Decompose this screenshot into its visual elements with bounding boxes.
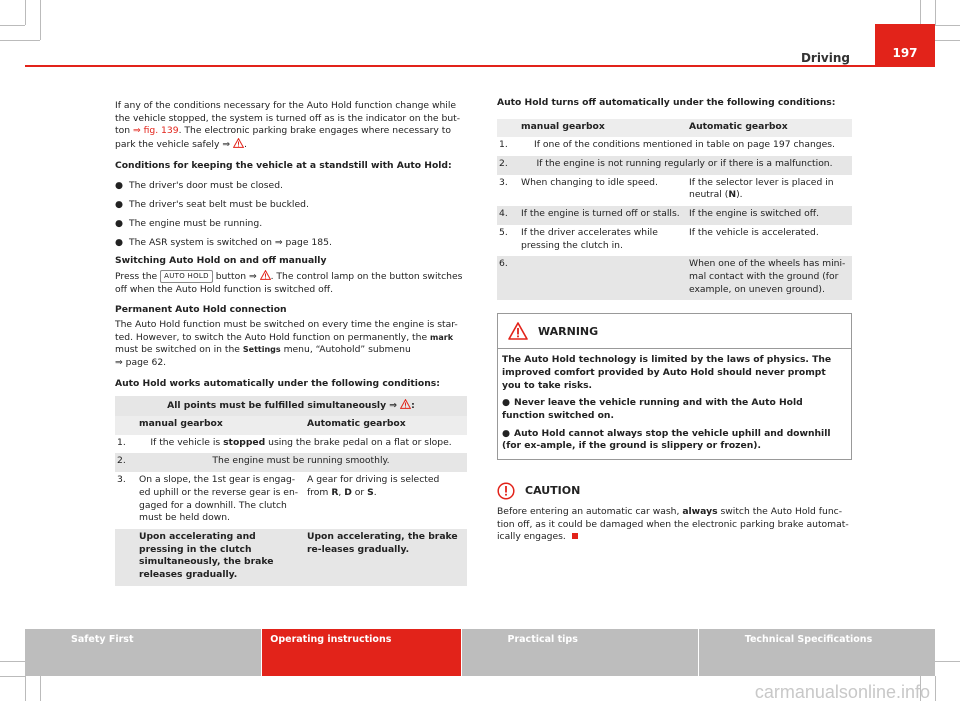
list-item: ● The ASR system is switched on ⇒ page 185. bbox=[115, 236, 332, 248]
tab-safety-first[interactable]: Safety First bbox=[25, 629, 261, 676]
intro-paragraph bbox=[115, 100, 467, 152]
off-heading: Auto Hold turns off automatically under the following conditions: bbox=[497, 97, 836, 108]
conditions-heading: Conditions for keeping the vehicle at a standstill with Auto Hold: bbox=[115, 159, 452, 171]
warning-label: WARNING bbox=[538, 324, 599, 338]
switching-paragraph bbox=[115, 270, 467, 296]
text: Press the bbox=[115, 270, 161, 282]
permanent-heading: Permanent Auto Hold connection bbox=[115, 304, 287, 316]
caution-text: Before entering an automatic car wash, always switch the Auto Hold func-tion off, as it could be damaged when the electronic parking brake automat-ically engages. bbox=[497, 506, 849, 543]
warning-triangle-icon bbox=[508, 322, 528, 340]
section-title: Driving bbox=[800, 51, 850, 65]
warning-intro: The Auto Hold technology is limited by the laws of physics. The improved comfort provided by Auto Hold should never prompt you to take risks. bbox=[502, 354, 832, 391]
list-item: ● The driver's door must be closed. bbox=[115, 180, 283, 192]
list-item: ● The engine must be running. bbox=[115, 217, 263, 229]
figure-link[interactable]: ⇒ fig. 139 bbox=[132, 125, 179, 137]
text: must be switched on in the bbox=[115, 344, 243, 356]
text: . bbox=[243, 139, 247, 151]
warning-bullet: ● Auto Hold cannot always stop the vehicle uphill and downhill (for ex-ample, if the ground is slippery or frozen). bbox=[502, 427, 831, 452]
footer-nav bbox=[25, 629, 935, 676]
list-item-text: The driver's door must be closed. bbox=[129, 180, 283, 192]
on-conditions-table bbox=[115, 396, 467, 585]
table-row: 2. If the engine is not running regularly or if there is a malfunction. bbox=[497, 156, 852, 175]
list-item: ● The driver's seat belt must be buckled. bbox=[115, 199, 309, 211]
table-row: 1. If one of the conditions mentioned in table on page 197 changes. bbox=[497, 137, 852, 156]
crop-mark bbox=[25, 0, 26, 25]
text: button ⇒ bbox=[212, 270, 260, 282]
header-rule bbox=[25, 65, 935, 67]
warning-triangle-icon bbox=[233, 138, 244, 148]
table-row: 2. The engine must be running smoothly. bbox=[115, 453, 467, 472]
text: . The electronic parking brake engages where necessary to park the vehicle safely ⇒ bbox=[115, 125, 451, 151]
crop-mark bbox=[935, 0, 936, 25]
crop-mark bbox=[0, 676, 25, 677]
auto-hold-key: AUTO HOLD bbox=[160, 270, 213, 283]
table-row: 5. If the driver accelerates while pressing the clutch in. If the vehicle is accelerated. bbox=[497, 225, 852, 256]
list-item-text: The ASR system is switched on ⇒ page 185. bbox=[129, 236, 332, 248]
tab-technical-specifications[interactable]: Technical Specifications bbox=[699, 629, 935, 676]
text: menu, “Autohold” submenu bbox=[280, 344, 411, 356]
tab-practical-tips[interactable]: Practical tips bbox=[462, 629, 698, 676]
table-header-row bbox=[115, 416, 467, 435]
warning-bullet: ● Never leave the vehicle running and with the Auto Hold function switched on. bbox=[502, 397, 803, 421]
caution-label: CAUTION bbox=[525, 484, 581, 498]
warning-box bbox=[497, 313, 852, 460]
settings-menu-label: Settings bbox=[242, 345, 281, 355]
table-row: 4. If the engine is turned off or stalls. If the engine is switched off. bbox=[497, 206, 852, 225]
crop-mark bbox=[0, 25, 25, 26]
list-item-text: The engine must be running. bbox=[129, 217, 263, 229]
right-column bbox=[497, 97, 852, 544]
caution-header bbox=[497, 482, 852, 500]
col-automatic: Automatic gearbox bbox=[307, 418, 406, 430]
warning-header bbox=[498, 314, 851, 349]
table-title: All points must be fulfilled simultaneously ⇒ : bbox=[115, 396, 467, 416]
left-column bbox=[115, 100, 467, 586]
page-number: 197 bbox=[875, 24, 935, 67]
text: The Auto Hold function must be switched on every time the engine is star-ted. However, to switch the Auto Hold function on permanently, the bbox=[115, 318, 458, 343]
page-reference: ⇒ page 62. bbox=[115, 357, 167, 368]
table-header-row bbox=[497, 119, 852, 138]
table-row: 3. On a slope, the 1st gear is engag-ed uphill or the reverse gear is en-gaged for a downhill. The clutch must be held down. A gear for driving is selected from R, D or S. bbox=[115, 472, 467, 529]
works-heading: Auto Hold works automatically under the following conditions: bbox=[115, 377, 440, 389]
col-automatic: Automatic gearbox bbox=[689, 120, 788, 132]
off-conditions-table bbox=[497, 119, 852, 301]
crop-mark bbox=[0, 40, 40, 41]
crop-mark bbox=[25, 676, 26, 701]
crop-mark bbox=[935, 25, 960, 26]
list-item-text: The driver's seat belt must be buckled. bbox=[129, 199, 309, 211]
table-row: 3. When changing to idle speed. If the selector lever is placed in neutral (N). bbox=[497, 175, 852, 206]
watermark: carmanualsonline.info bbox=[754, 682, 930, 701]
end-of-section-mark bbox=[572, 533, 578, 539]
warning-triangle-icon bbox=[400, 399, 411, 409]
text: . The control lamp on the button switches off when the Auto Hold function is switched off. bbox=[115, 270, 463, 295]
permanent-paragraph bbox=[115, 319, 467, 370]
table-row: 1. If the vehicle is stopped using the brake pedal on a flat or slope. bbox=[115, 435, 467, 454]
crop-mark bbox=[935, 676, 936, 701]
warning-triangle-icon bbox=[260, 270, 271, 280]
table-row: 6. When one of the wheels has mini-mal contact with the ground (for example, on uneven ground). bbox=[497, 256, 852, 300]
warning-body bbox=[498, 349, 851, 459]
mark-label: mark bbox=[430, 332, 454, 342]
table-row: Upon accelerating and pressing in the clutch simultaneously, the brake releases gradually. Upon accelerating, the brake re-leases gradually. bbox=[115, 529, 467, 586]
tab-operating-instructions[interactable]: Operating instructions bbox=[262, 629, 460, 676]
crop-mark bbox=[40, 0, 41, 40]
switching-heading: Switching Auto Hold on and off manually bbox=[115, 255, 327, 267]
col-manual: manual gearbox bbox=[139, 418, 223, 430]
text: If any of the conditions necessary for the Auto Hold function change while the vehicle stopped, the system is turned off as is the indicator on the but-ton bbox=[115, 100, 461, 137]
caution-circle-icon bbox=[497, 482, 515, 500]
col-manual: manual gearbox bbox=[521, 120, 605, 132]
